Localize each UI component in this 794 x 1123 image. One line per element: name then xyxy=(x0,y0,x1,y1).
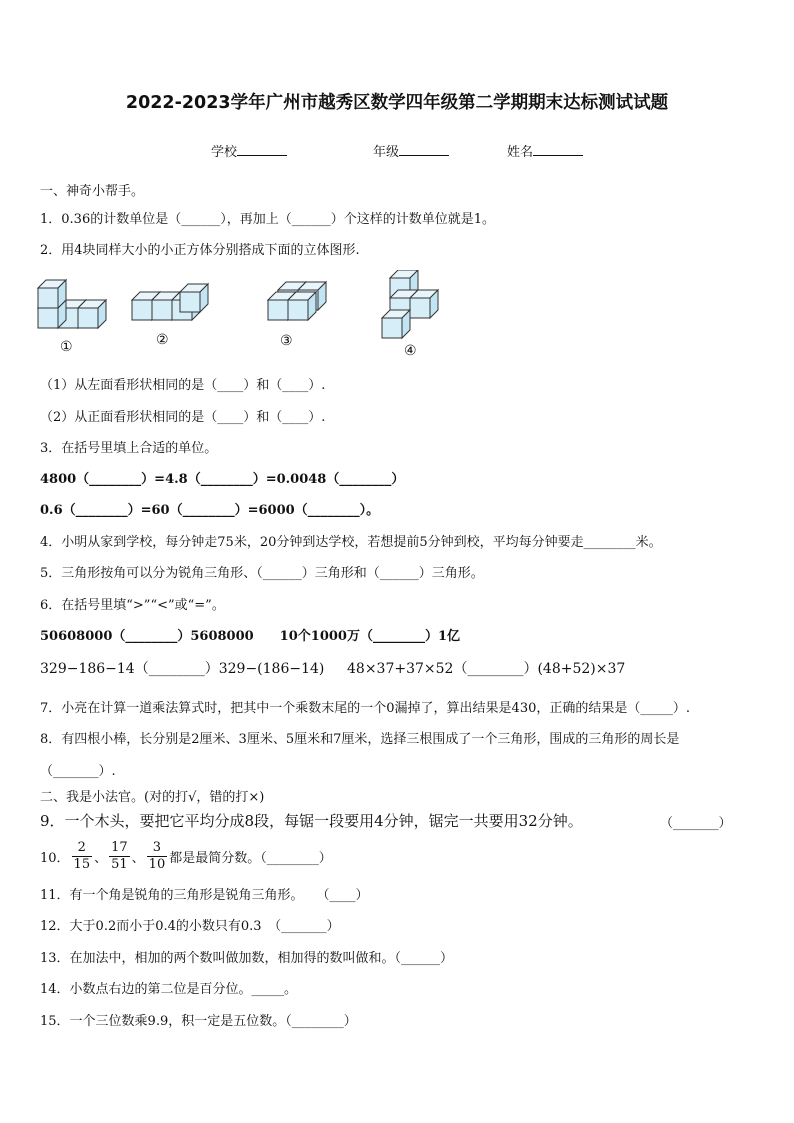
question-6-b2: 48×37+37×52（________）(48+52)×37 xyxy=(347,661,626,677)
fraction-denominator: 10 xyxy=(148,856,166,872)
school-label: 学校 xyxy=(211,145,238,160)
grade-field[interactable] xyxy=(373,141,449,160)
fraction xyxy=(109,840,130,873)
figure-1-label: ① xyxy=(60,339,73,355)
question-7: 7．小亮在计算一道乘法算式时，把其中一个乘数末尾的一个0漏掉了，算出结果是430，正确的结果是（_____）. xyxy=(40,701,690,716)
question-10 xyxy=(40,836,332,876)
question-9: 9．一个木头，要把它平均分成8段，每锯一段要用4分钟，锯完一共要用32分钟。 xyxy=(40,812,583,830)
separator: 、 xyxy=(94,850,108,866)
question-3-a: 4800（________）=4.8（________）=0.0048（________） xyxy=(40,472,405,487)
question-1: 1．0.36的计数单位是（______），再加上（______）个这样的计数单位就是1。 xyxy=(40,212,495,227)
figure-4 xyxy=(382,270,438,338)
separator: 、 xyxy=(131,850,145,866)
question-12: 12．大于0.2而小于0.4的小数只有0.3 （_______） xyxy=(40,919,340,934)
question-6-a: 50608000（________）5608000 10个1000万（________）1亿 xyxy=(40,629,460,644)
figure-3 xyxy=(268,282,326,320)
figure-2-label: ② xyxy=(156,332,169,348)
question-8-cont: （_______）. xyxy=(40,764,116,779)
question-2: 2．用4块同样大小的小正方体分别搭成下面的立体图形. xyxy=(40,243,360,258)
question-2-2: （2）从正面看形状相同的是（____）和（____）. xyxy=(40,410,326,425)
question-6-b1: 329−186−14（________）329−(186−14) xyxy=(40,661,325,677)
question-3-b: 0.6（________）=60（________）=6000（________）。 xyxy=(40,503,380,518)
grade-label: 年级 xyxy=(373,145,400,160)
question-5: 5．三角形按角可以分为锐角三角形、（______）三角形和（______）三角形。 xyxy=(40,566,484,581)
question-10-number: 10． xyxy=(40,850,70,866)
question-10-text: 都是最简分数。（________） xyxy=(169,850,332,866)
fraction xyxy=(72,840,93,873)
fraction-denominator: 15 xyxy=(73,856,91,872)
fraction-numerator: 17 xyxy=(111,839,128,855)
fraction-denominator: 51 xyxy=(111,856,128,872)
fraction-numerator: 2 xyxy=(72,840,93,857)
question-14: 14．小数点右边的第二位是百分位。_____。 xyxy=(40,982,298,997)
name-label: 姓名 xyxy=(507,145,534,160)
fraction xyxy=(147,840,168,873)
question-3: 3．在括号里填上合适的单位。 xyxy=(40,441,218,456)
section-2-heading: 二、我是小法官。(对的打√，错的打×) xyxy=(40,790,265,805)
question-6: 6．在括号里填“>”“<”或“=”。 xyxy=(40,598,225,613)
question-15: 15．一个三位数乘9.9，积一定是五位数。（________） xyxy=(40,1014,357,1029)
figure-3-label: ③ xyxy=(280,333,293,349)
question-11: 11．有一个角是锐角的三角形是锐角三角形。 （____） xyxy=(40,888,369,903)
fraction-numerator: 3 xyxy=(147,840,168,857)
question-8: 8．有四根小棒，长分别是2厘米、3厘米、5厘米和7厘米，选择三根围成了一个三角形，围成的三角形的周长是 xyxy=(40,732,680,747)
page-title: 2022-2023学年广州市越秀区数学四年级第二学期期末达标测试试题 xyxy=(125,93,669,113)
question-9-blank[interactable]: （_______） xyxy=(660,816,732,831)
question-2-1: （1）从左面看形状相同的是（____）和（____）. xyxy=(40,378,326,393)
question-13: 13．在加法中，相加的两个数叫做加数，相加得的数叫做和。（______） xyxy=(40,951,454,966)
figure-2 xyxy=(132,284,208,320)
figure-4-label: ④ xyxy=(404,343,417,359)
figure-1 xyxy=(38,280,106,328)
question-4: 4．小明从家到学校，每分钟走75米，20分钟到达学校，若想提前5分钟到校，平均每分钟要走________米。 xyxy=(40,535,662,550)
school-field[interactable] xyxy=(211,141,287,160)
cube-figures xyxy=(36,270,456,370)
name-field[interactable] xyxy=(507,141,583,160)
section-1-heading: 一、神奇小帮手。 xyxy=(40,184,145,199)
